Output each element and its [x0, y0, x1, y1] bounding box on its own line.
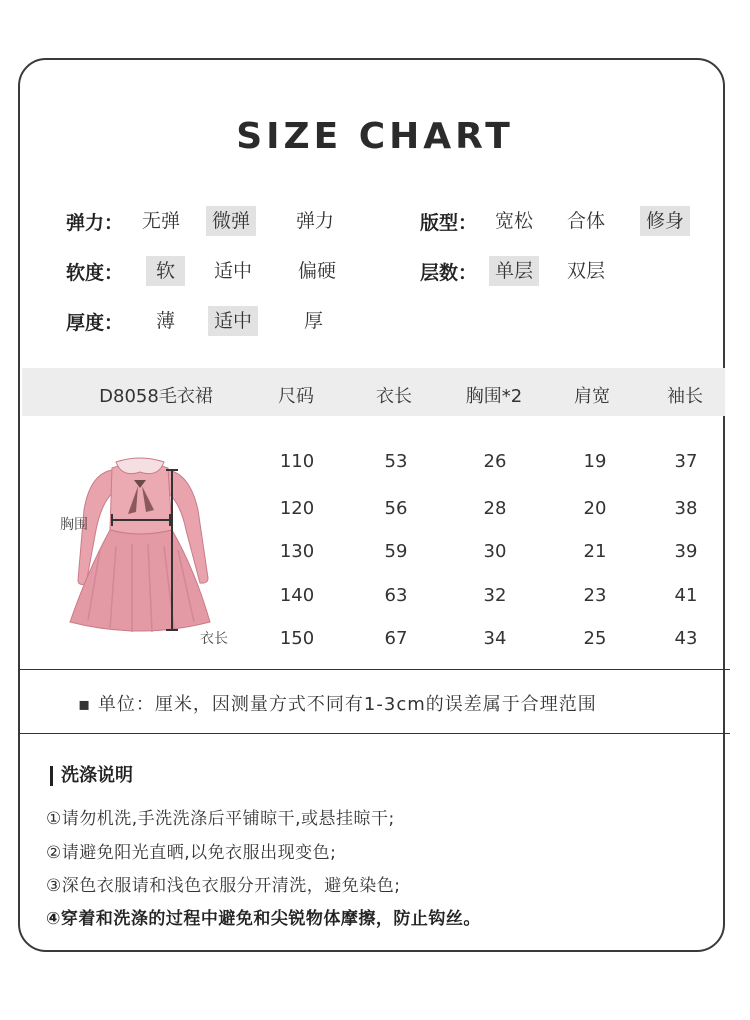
softness-label: 软度：: [66, 262, 124, 284]
chest-label: 胸围: [60, 517, 88, 533]
table-cell: 120: [279, 498, 315, 519]
layers-option-1: 双层: [567, 260, 606, 282]
header-length: 衣长: [376, 386, 412, 407]
thickness-option-0: 薄: [156, 310, 176, 332]
elasticity-label: 弹力：: [66, 212, 124, 234]
divider: [18, 669, 730, 670]
dress-illustration: [60, 450, 230, 650]
table-cell: 19: [583, 451, 607, 472]
table-cell: 26: [483, 451, 507, 472]
table-cell: 30: [483, 541, 507, 562]
length-label: 衣长: [200, 631, 228, 647]
product-code: D8058毛衣裙: [99, 386, 213, 407]
fit-option-0: 宽松: [495, 210, 534, 232]
table-cell: 43: [674, 628, 698, 649]
table-cell: 110: [279, 451, 315, 472]
elasticity-option-2: 弹力: [296, 210, 335, 232]
header-shoulder: 肩宽: [574, 386, 610, 407]
divider: [18, 733, 730, 734]
table-cell: 38: [674, 498, 698, 519]
table-cell: 21: [583, 541, 607, 562]
elasticity-option-1: 微弹: [206, 206, 256, 236]
table-cell: 59: [384, 541, 408, 562]
table-cell: 37: [674, 451, 698, 472]
table-cell: 67: [384, 628, 408, 649]
washing-title: 洗涤说明: [50, 766, 133, 786]
washing-item: ①请勿机洗,手洗洗涤后平铺晾干,或悬挂晾干;: [46, 809, 395, 829]
softness-option-2: 偏硬: [298, 260, 337, 282]
table-cell: 23: [583, 585, 607, 606]
table-cell: 140: [279, 585, 315, 606]
header-chest: 胸围*2: [465, 386, 523, 407]
softness-option-1: 适中: [214, 260, 253, 282]
table-cell: 20: [583, 498, 607, 519]
table-cell: 34: [483, 628, 507, 649]
washing-item: ②请避免阳光直晒,以免衣服出现变色;: [46, 843, 337, 863]
washing-item: ④穿着和洗涤的过程中避免和尖锐物体摩擦，防止钩丝。: [46, 909, 481, 929]
thickness-option-1: 适中: [208, 306, 258, 336]
table-cell: 53: [384, 451, 408, 472]
table-cell: 56: [384, 498, 408, 519]
elasticity-option-0: 无弹: [142, 210, 181, 232]
header-sleeve: 袖长: [667, 386, 703, 407]
table-cell: 25: [583, 628, 607, 649]
fit-option-1: 合体: [567, 210, 606, 232]
table-cell: 41: [674, 585, 698, 606]
table-cell: 28: [483, 498, 507, 519]
table-cell: 150: [279, 628, 315, 649]
layers-option-0: 单层: [489, 256, 539, 286]
thickness-label: 厚度：: [66, 312, 124, 334]
header-size: 尺码: [278, 386, 314, 407]
softness-option-0: 软: [146, 256, 185, 286]
table-cell: 39: [674, 541, 698, 562]
table-cell: 130: [279, 541, 315, 562]
fit-label: 版型：: [420, 212, 478, 234]
thickness-option-2: 厚: [304, 310, 324, 332]
fit-option-2: 修身: [640, 206, 690, 236]
unit-note: ▪ 单位：厘米，因测量方式不同有1-3cm的误差属于合理范围: [78, 694, 597, 715]
table-cell: 63: [384, 585, 408, 606]
washing-item: ③深色衣服请和浅色衣服分开清洗，避免染色;: [46, 876, 401, 896]
layers-label: 层数：: [420, 262, 478, 284]
table-cell: 32: [483, 585, 507, 606]
page-title: SIZE CHART: [236, 116, 514, 157]
